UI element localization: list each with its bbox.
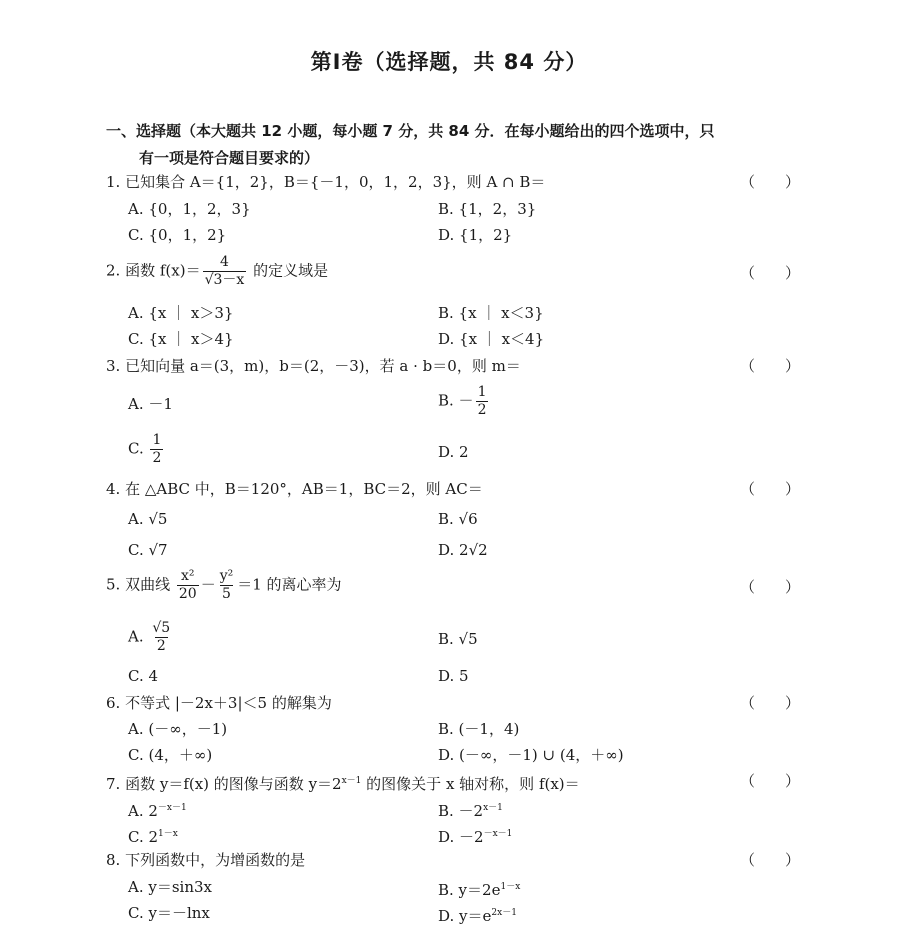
q5-fraction-2-num: y² <box>219 568 234 584</box>
q5-fraction-2-den: 5 <box>222 586 231 602</box>
q5-option-d: D. 5 <box>438 667 469 685</box>
q1-option-c: C. {0，1，2} <box>128 226 227 244</box>
q5-fraction-1-den: 20 <box>178 586 197 602</box>
q7-stem-exponent: x－1 <box>341 776 362 786</box>
q7-option-b-exponent: x－1 <box>483 803 503 813</box>
q4-option-a: A. √5 <box>128 510 168 528</box>
q7-option-a-exponent: －x－1 <box>157 803 187 813</box>
q5-minus: － <box>200 575 216 594</box>
q5-fraction-1-num: x² <box>181 568 195 584</box>
q5-option-b: B. √5 <box>438 630 478 648</box>
q3-option-b-num: 1 <box>477 384 487 400</box>
q8-option-b-exponent: 1－x <box>500 882 521 892</box>
q7-option-c <box>128 823 178 848</box>
q8-option-b <box>438 876 520 901</box>
q2-option-a: A. {x ｜ x＞3} <box>128 304 234 322</box>
q8-option-d <box>438 902 517 927</box>
q6-option-b: B. (－1，4) <box>438 720 520 738</box>
q7-option-b <box>438 797 503 822</box>
q3-option-c-num: 1 <box>152 432 162 448</box>
q3-option-c <box>128 432 165 467</box>
q1-option-b: B. {1，2，3} <box>438 200 537 218</box>
q5-option-a-num: √5 <box>152 620 171 636</box>
q3-option-d: D. 2 <box>438 443 469 461</box>
q8-option-c: C. y＝－lnx <box>128 904 210 922</box>
q7-option-d-exponent: －x－1 <box>483 829 513 839</box>
q5-fraction-1 <box>177 568 199 603</box>
answer-paren-4: （ ） <box>740 480 801 498</box>
answer-paren-8: （ ） <box>740 851 801 869</box>
q3-option-c-den: 2 <box>152 450 162 466</box>
answer-paren-7: （ ） <box>740 772 801 790</box>
q5-option-a <box>128 620 174 655</box>
q4-option-b: B. √6 <box>438 510 478 528</box>
question-4-stem: 4. 在 △ABC 中，B＝120°，AB＝1，BC＝2，则 AC＝ <box>106 480 483 498</box>
q8-option-d-exponent: 2x－1 <box>491 908 517 918</box>
q3-option-b <box>438 384 490 419</box>
q8-option-d-base: D. y＝e <box>438 907 492 925</box>
question-8-stem: 8. 下列函数中，为增函数的是 <box>106 851 306 869</box>
q7-option-b-base: B. －2 <box>438 802 484 820</box>
q1-option-a: A. {0，1，2，3} <box>128 200 251 218</box>
q7-stem-post: 的图像关于 x 轴对称，则 f(x)＝ <box>361 775 580 793</box>
q7-option-c-base: C. 2 <box>128 828 159 846</box>
answer-paren-5: （ ） <box>740 578 801 596</box>
q3-option-c-fraction <box>150 432 163 467</box>
q3-option-b-den: 2 <box>477 402 487 418</box>
q3-option-c-pre: C. <box>128 439 149 458</box>
q7-option-d <box>438 823 512 848</box>
q5-option-c: C. 4 <box>128 667 159 685</box>
q4-option-d: D. 2√2 <box>438 541 488 559</box>
question-7-stem <box>106 770 580 795</box>
question-1-stem: 1. 已知集合 A＝{1，2}，B＝{－1，0，1，2，3}，则 A ∩ B＝ <box>106 173 546 191</box>
answer-paren-3: （ ） <box>740 357 801 375</box>
q7-option-d-base: D. －2 <box>438 828 484 846</box>
q5-stem-pre: 5. 双曲线 <box>106 575 175 594</box>
question-3-stem: 3. 已知向量 a＝(3，m)，b＝(2，－3)，若 a · b＝0，则 m＝ <box>106 357 521 375</box>
q5-option-a-fraction <box>150 620 172 655</box>
q7-stem-pre: 7. 函数 y＝f(x) 的图像与函数 y＝2 <box>106 775 342 793</box>
q8-option-b-base: B. y＝2e <box>438 881 501 899</box>
q5-fraction-2 <box>218 568 236 603</box>
q2-stem-post: 的定义域是 <box>248 261 329 280</box>
q2-fraction-num: 4 <box>219 254 229 270</box>
page-title: 第Ⅰ卷（选择题，共 84 分） <box>310 50 588 74</box>
q2-stem-pre: 2. 函数 f(x)＝ <box>106 261 201 280</box>
answer-paren-6: （ ） <box>740 694 801 712</box>
q6-option-a: A. (－∞，－1) <box>128 720 228 738</box>
answer-paren-2: （ ） <box>740 264 801 282</box>
q2-fraction <box>203 254 247 289</box>
question-5-stem <box>106 568 342 603</box>
q3-option-b-pre: B. － <box>438 391 474 410</box>
section-heading <box>106 118 806 172</box>
q2-fraction-den: √3－x <box>204 272 245 288</box>
q7-option-a <box>128 797 187 822</box>
question-2-stem <box>106 254 328 289</box>
q7-option-c-exponent: 1－x <box>158 829 178 839</box>
q8-option-a: A. y＝sin3x <box>128 878 213 896</box>
q2-option-c: C. {x ｜ x＞4} <box>128 330 234 348</box>
q4-option-c: C. √7 <box>128 541 168 559</box>
q6-option-c: C. (4，＋∞) <box>128 746 213 764</box>
q3-option-b-fraction <box>476 384 489 419</box>
q2-option-d: D. {x ｜ x＜4} <box>438 330 545 348</box>
section-heading-line1: 一、选择题（本大题共 12 小题，每小题 7 分，共 84 分．在每小题给出的四个选项中，只 <box>106 122 715 140</box>
section-heading-line2: 有一项是符合题目要求的） <box>139 149 320 167</box>
answer-paren-1: （ ） <box>740 173 801 191</box>
q5-option-a-den: 2 <box>156 638 166 654</box>
q7-option-a-base: A. 2 <box>128 802 158 820</box>
q5-option-a-pre: A. <box>128 627 149 646</box>
question-6-stem: 6. 不等式 |－2x＋3|＜5 的解集为 <box>106 694 332 712</box>
q5-stem-post: ＝1 的离心率为 <box>237 575 342 594</box>
q6-option-d: D. (－∞，－1) ∪ (4，＋∞) <box>438 746 624 764</box>
q2-option-b: B. {x ｜ x＜3} <box>438 304 544 322</box>
q3-option-a: A. －1 <box>128 395 173 413</box>
q1-option-d: D. {1，2} <box>438 226 513 244</box>
